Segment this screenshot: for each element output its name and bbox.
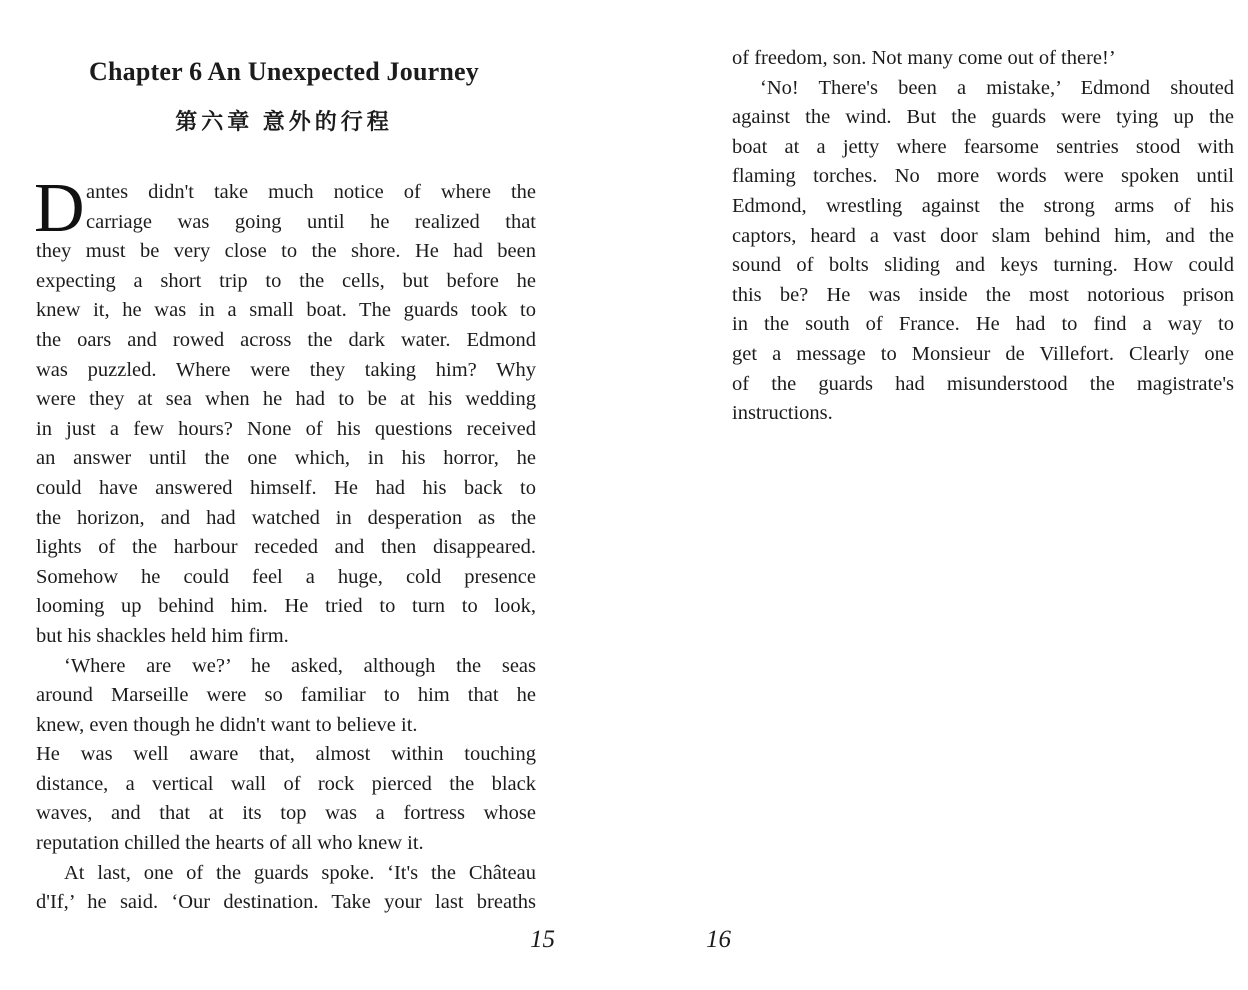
- chapter-subtitle-chinese: 第六章 意外的行程: [175, 109, 393, 134]
- text-line: antes didn't take much notice of where the: [86, 181, 536, 203]
- chapter-title: Chapter 6 An Unexpected Journey: [89, 57, 479, 86]
- text-line: an answer until the one which, in his horror, he: [36, 447, 536, 470]
- text-line: boat at a jetty where fearsome sentries stood with: [732, 135, 1234, 158]
- text-line: get a message to Monsieur de Villefort. Clearly one: [732, 342, 1234, 365]
- text-line: knew it, he was in a small boat. The guards took to: [36, 299, 536, 322]
- right-page-body: [732, 44, 1234, 429]
- text-line: carriage was going until he realized that: [86, 210, 536, 233]
- text-line: flaming torches. No more words were spoken until: [732, 165, 1234, 188]
- text-line: At last, one of the guards spoke. ‘It's the Château: [64, 861, 536, 884]
- text-line: in just a few hours? None of his questions received: [36, 417, 536, 440]
- page-number: 16: [706, 926, 731, 953]
- text-line: waves, and that at its top was a fortress whose: [36, 802, 536, 825]
- text-line: looming up behind him. He tried to turn to look,: [36, 595, 536, 618]
- text-line: of freedom, son. Not many come out of there!’: [732, 47, 1116, 69]
- text-line: distance, a vertical wall of rock pierced the black: [36, 772, 536, 795]
- text-line: the horizon, and had watched in desperation as the: [36, 506, 536, 529]
- text-line: expecting a short trip to the cells, but before he: [36, 269, 536, 292]
- text-line: sound of bolts sliding and keys turning. How could: [732, 254, 1234, 277]
- text-line: was puzzled. Where were they taking him? Why: [36, 358, 536, 381]
- text-line: in the south of France. He had to find a way to: [732, 313, 1234, 336]
- text-line: this be? He was inside the most notorious prison: [732, 283, 1234, 306]
- text-line: were they at sea when he had to be at his wedding: [36, 388, 536, 411]
- drop-cap: D: [34, 170, 85, 247]
- text-line: captors, heard a vast door slam behind him, and the: [732, 224, 1234, 247]
- page-number: 15: [530, 926, 555, 953]
- text-line: Edmond, wrestling against the strong arms of his: [732, 194, 1234, 217]
- text-line: against the wind. But the guards were tying up the: [732, 106, 1234, 129]
- text-line: they must be very close to the shore. He had been: [36, 240, 536, 263]
- right-page: [624, 0, 1248, 990]
- text-line: knew, even though he didn't want to believe it.: [36, 713, 418, 736]
- text-line: d'If,’ he said. ‘Our destination. Take your last breaths: [36, 891, 536, 914]
- text-line: but his shackles held him firm.: [36, 624, 289, 647]
- text-line: He was well aware that, almost within touching: [36, 743, 536, 766]
- text-line: around Marseille were so familiar to him that he: [36, 684, 536, 707]
- left-page-body: [34, 170, 536, 918]
- text-line: the oars and rowed across the dark water. Edmond: [36, 328, 536, 351]
- text-line: Somehow he could feel a huge, cold presence: [36, 565, 536, 588]
- text-line: ‘No! There's been a mistake,’ Edmond shouted: [760, 76, 1234, 99]
- text-line: of the guards had misunderstood the magistrate's: [732, 372, 1234, 395]
- text-line: lights of the harbour receded and then disappeared.: [36, 536, 536, 559]
- text-line: ‘Where are we?’ he asked, although the seas: [64, 654, 536, 677]
- text-line: reputation chilled the hearts of all who knew it.: [36, 832, 424, 855]
- text-line: could have answered himself. He had his back to: [36, 476, 536, 499]
- text-line: instructions.: [732, 402, 833, 425]
